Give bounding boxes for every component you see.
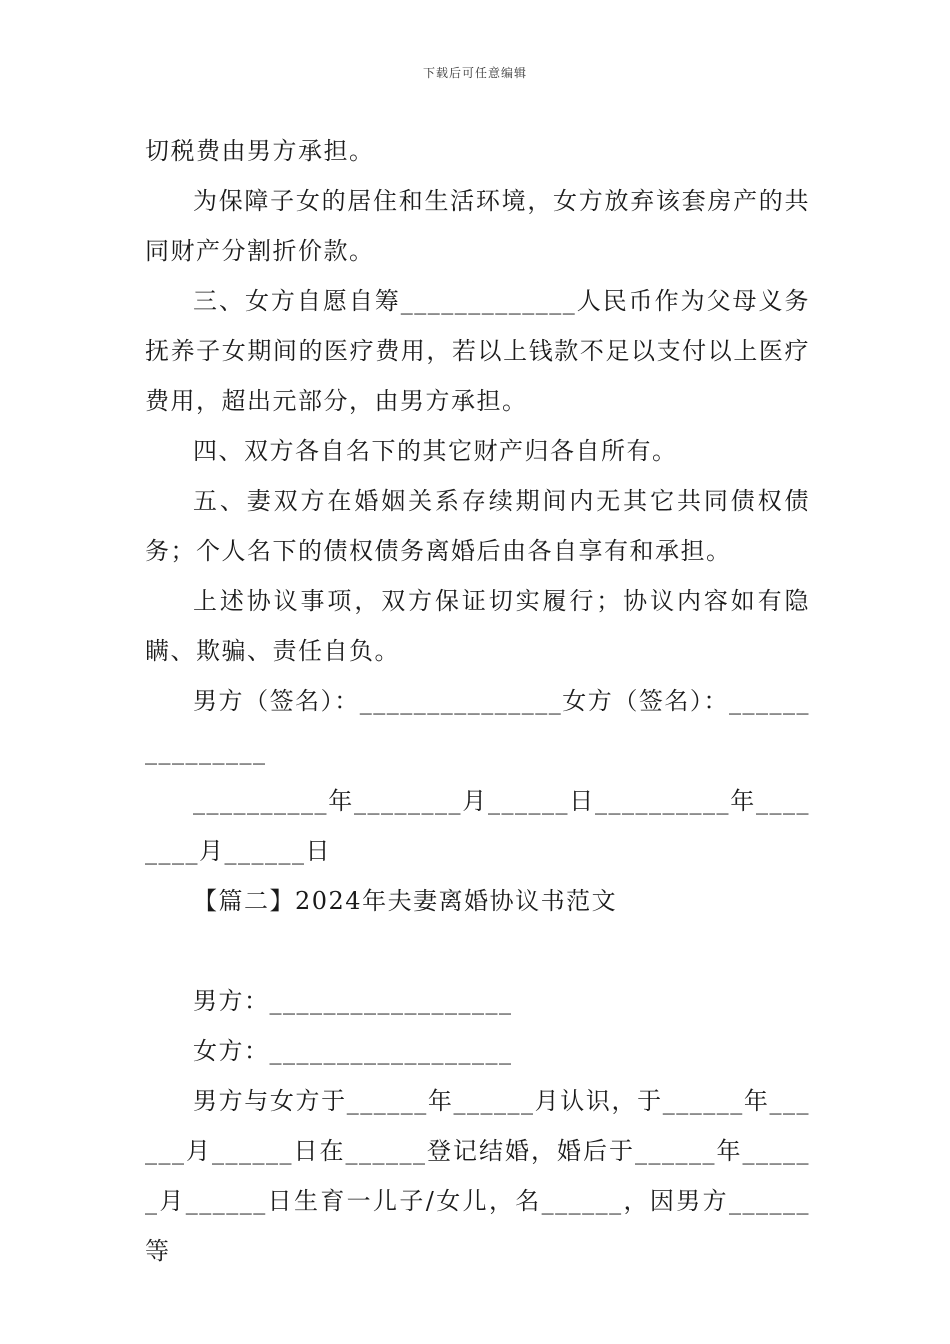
paragraph-marriage-info: 男方与女方于______年______月认识，于______年______月______日在______登记结婚，婚后于______年______月______日生育一儿子/女儿，名______，因男方______等 xyxy=(145,1087,810,1265)
date-line: __________年________月______日__________年________月______日 xyxy=(145,787,810,865)
female-party-field: 女方：__________________ xyxy=(193,1037,513,1065)
blank-spacer xyxy=(145,926,810,976)
paragraph-guarantee: 上述协议事项，双方保证切实履行；协议内容如有隐瞒、欺骗、责任自负。 xyxy=(145,587,810,665)
section-title: 【篇二】2024年夫妻离婚协议书范文 xyxy=(193,887,618,915)
signature-line: 男方（签名）：_______________女方（签名）：_______________ xyxy=(145,687,810,765)
male-party-field: 男方：__________________ xyxy=(193,987,513,1015)
paragraph-clause-five: 五、妻双方在婚姻关系存续期间内无其它共同债权债务；个人名下的债权债务离婚后由各自享有和承担。 xyxy=(145,487,810,565)
page-header: 下载后可任意编辑 xyxy=(422,66,527,80)
paragraph-housing: 为保障子女的居住和生活环境，女方放弃该套房产的共同财产分割折价款。 xyxy=(145,187,810,265)
paragraph-tax-fees: 切税费由男方承担。 xyxy=(145,137,375,165)
document-body xyxy=(145,126,810,1276)
paragraph-clause-four: 四、双方各自名下的其它财产归各自所有。 xyxy=(193,437,678,465)
paragraph-clause-three: 三、女方自愿自筹_____________人民币作为父母义务抚养子女期间的医疗费用，若以上钱款不足以支付以上医疗费用，超出元部分，由男方承担。 xyxy=(145,287,810,415)
